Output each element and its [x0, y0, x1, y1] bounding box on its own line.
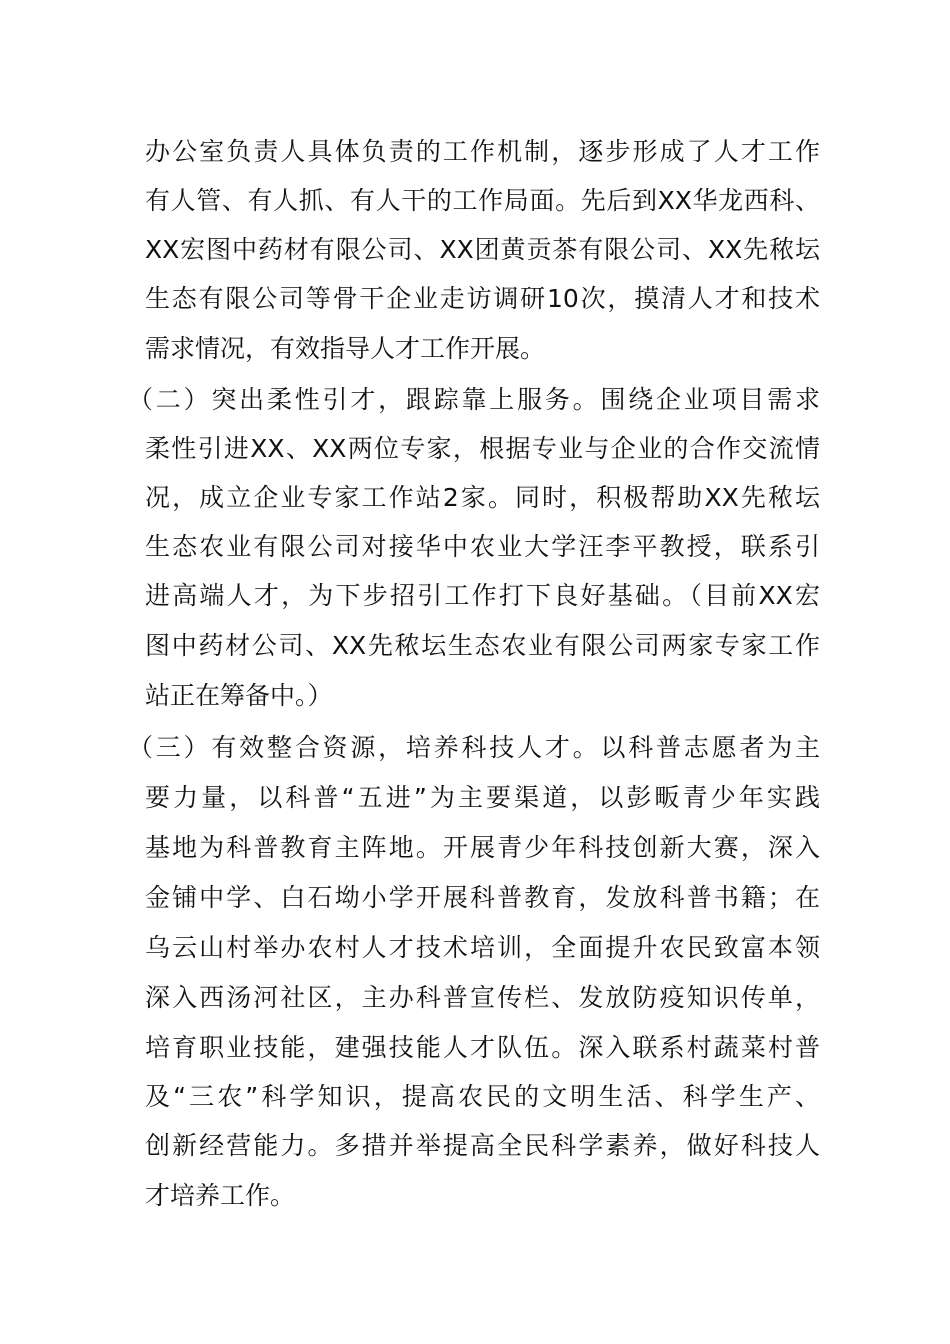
text-line: 图中药材公司、XX先秾坛生态农业有限公司两家专家工作	[145, 631, 820, 660]
text-line: 生态农业有限公司对接华中农业大学汪李平教授，联系引	[145, 532, 820, 561]
text-line: 办公室负责人具体负责的工作机制，逐步形成了人才工作	[145, 137, 820, 166]
text-line: 培育职业技能，建强技能人才队伍。深入联系村蔬菜村普	[145, 1033, 820, 1062]
text-line: XX宏图中药材有限公司、XX团黄贡茶有限公司、XX先秾坛	[145, 235, 820, 264]
text-line: 进高端人才，为下步招引工作打下良好基础。（目前XX宏	[145, 581, 820, 610]
section-heading-line: （二）突出柔性引才，跟踪靠上服务。围绕企业项目需求	[128, 385, 820, 414]
text-line: 有人管、有人抓、有人干的工作局面。先后到XX华龙西科、	[145, 186, 820, 215]
text-line: 站正在筹备中。）	[145, 681, 333, 710]
text-line: 金铺中学、白石坳小学开展科普教育，发放科普书籍；在	[145, 883, 820, 912]
text-line: 柔性引进XX、XX两位专家，根据专业与企业的合作交流情	[145, 434, 820, 463]
text-line: 深入西汤河社区，主办科普宣传栏、发放防疫知识传单，	[145, 983, 820, 1012]
text-line: 况，成立企业专家工作站2家。同时，积极帮助XX先秾坛	[145, 483, 820, 512]
text-line: 乌云山村举办农村人才技术培训，全面提升农民致富本领	[145, 933, 820, 962]
text-line: 生态有限公司等骨干企业走访调研10次，摸清人才和技术	[145, 284, 820, 313]
text-line: 创新经营能力。多措并举提高全民科学素养，做好科技人	[145, 1131, 820, 1160]
text-line: 及“三农”科学知识，提高农民的文明生活、科学生产、	[145, 1082, 820, 1111]
section-heading-line: （三）有效整合资源，培养科技人才。以科普志愿者为主	[128, 733, 820, 762]
text-line: 才培养工作。	[145, 1181, 296, 1210]
text-line: 需求情况，有效指导人才工作开展。	[145, 334, 546, 363]
text-line: 要力量，以科普“五进”为主要渠道，以彭畈青少年实践	[145, 783, 820, 812]
text-line: 基地为科普教育主阵地。开展青少年科技创新大赛，深入	[145, 833, 820, 862]
